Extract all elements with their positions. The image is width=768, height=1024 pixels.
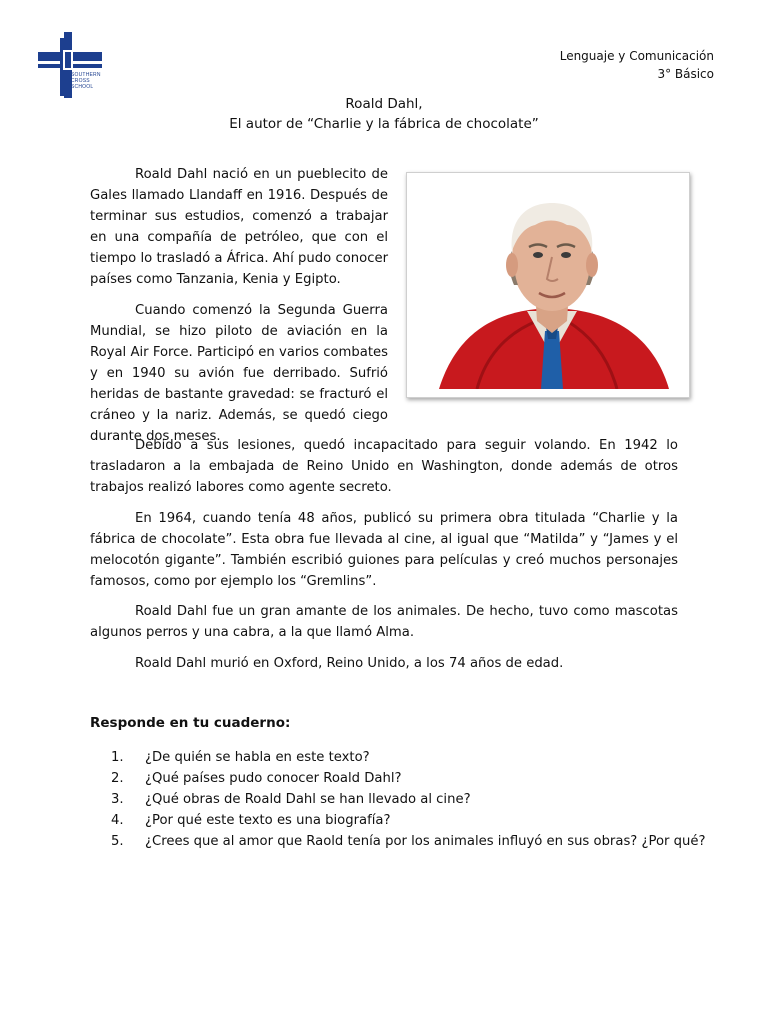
logo-text-line: SCHOOL [71, 84, 94, 90]
document-title [0, 94, 768, 134]
author-photo [406, 172, 690, 398]
logo-text-line: CROSS [71, 78, 90, 84]
question-text: ¿De quién se habla en este texto? [145, 750, 370, 765]
question-text: ¿Qué obras de Roald Dahl se han llevado al cine? [145, 792, 471, 807]
question-item [90, 789, 710, 810]
question-number: 1. [111, 750, 124, 765]
question-item [90, 768, 710, 789]
logo-text-line: SOUTHERN [71, 72, 101, 78]
paragraph-5: Roald Dahl fue un gran amante de los animales. De hecho, tuvo como mascotas algunos perros y una cabra, a la que llamó Alma. [90, 604, 678, 640]
portrait-image [417, 181, 679, 389]
paragraph-2: Cuando comenzó la Segunda Guerra Mundial, se hizo piloto de aviación en la Royal Air Force. Participó en varios combates y en 1940 su avión fue derribado. Sufrió heridas de bastante gravedad: se fracturó el cráneo y la nariz. Además, se quedó ciego durante dos meses. [90, 303, 388, 444]
paragraph-6: Roald Dahl murió en Oxford, Reino Unido, a los 74 años de edad. [135, 656, 564, 671]
question-text: ¿Crees que al amor que Raold tenía por los animales influyó en sus obras? ¿Por qué? [145, 834, 706, 849]
title-line-2: El autor de “Charlie y la fábrica de chocolate” [229, 116, 539, 132]
questions-heading: Responde en tu cuaderno: [90, 715, 291, 731]
question-item [90, 747, 710, 768]
question-item [90, 810, 710, 831]
question-number: 4. [111, 813, 124, 828]
paragraph-4: En 1964, cuando tenía 48 años, publicó su primera obra titulada “Charlie y la fábrica de chocolate”. Esta obra fue llevada al cine, al igual que “Matilda” y “James y el melocotón gigante”. También escribió guiones para películas y creó muchos personajes famosos, como por ejemplo los “Gremlins”. [90, 511, 678, 589]
paragraph-1: Roald Dahl nació en un pueblecito de Gales llamado Llandaff en 1916. Después de terminar sus estudios, comenzó a trabajar en una compañía de petróleo, que con el tiempo lo trasladó a África. Ahí pudo conocer países como Tanzania, Kenia y Egipto. [90, 167, 388, 287]
subject-label: Lenguaje y Comunicación [559, 49, 714, 63]
paragraph-3: Debido a sus lesiones, quedó incapacitado para seguir volando. En 1942 lo trasladaron a la embajada de Reino Unido en Washington, donde además de otros trabajos realizó labores como agente secreto. [90, 438, 678, 495]
question-text: ¿Por qué este texto es una biografía? [145, 813, 391, 828]
logo-text [71, 72, 101, 90]
questions-list [90, 747, 710, 852]
grade-label: 3° Básico [657, 67, 714, 81]
question-text: ¿Qué países pudo conocer Roald Dahl? [145, 771, 402, 786]
question-number: 5. [111, 834, 124, 849]
cross-logo-icon [34, 30, 106, 102]
question-item [90, 831, 710, 852]
school-logo [34, 30, 106, 102]
document-header [560, 47, 714, 83]
title-line-1: Roald Dahl, [345, 96, 423, 112]
question-number: 2. [111, 771, 124, 786]
question-number: 3. [111, 792, 124, 807]
